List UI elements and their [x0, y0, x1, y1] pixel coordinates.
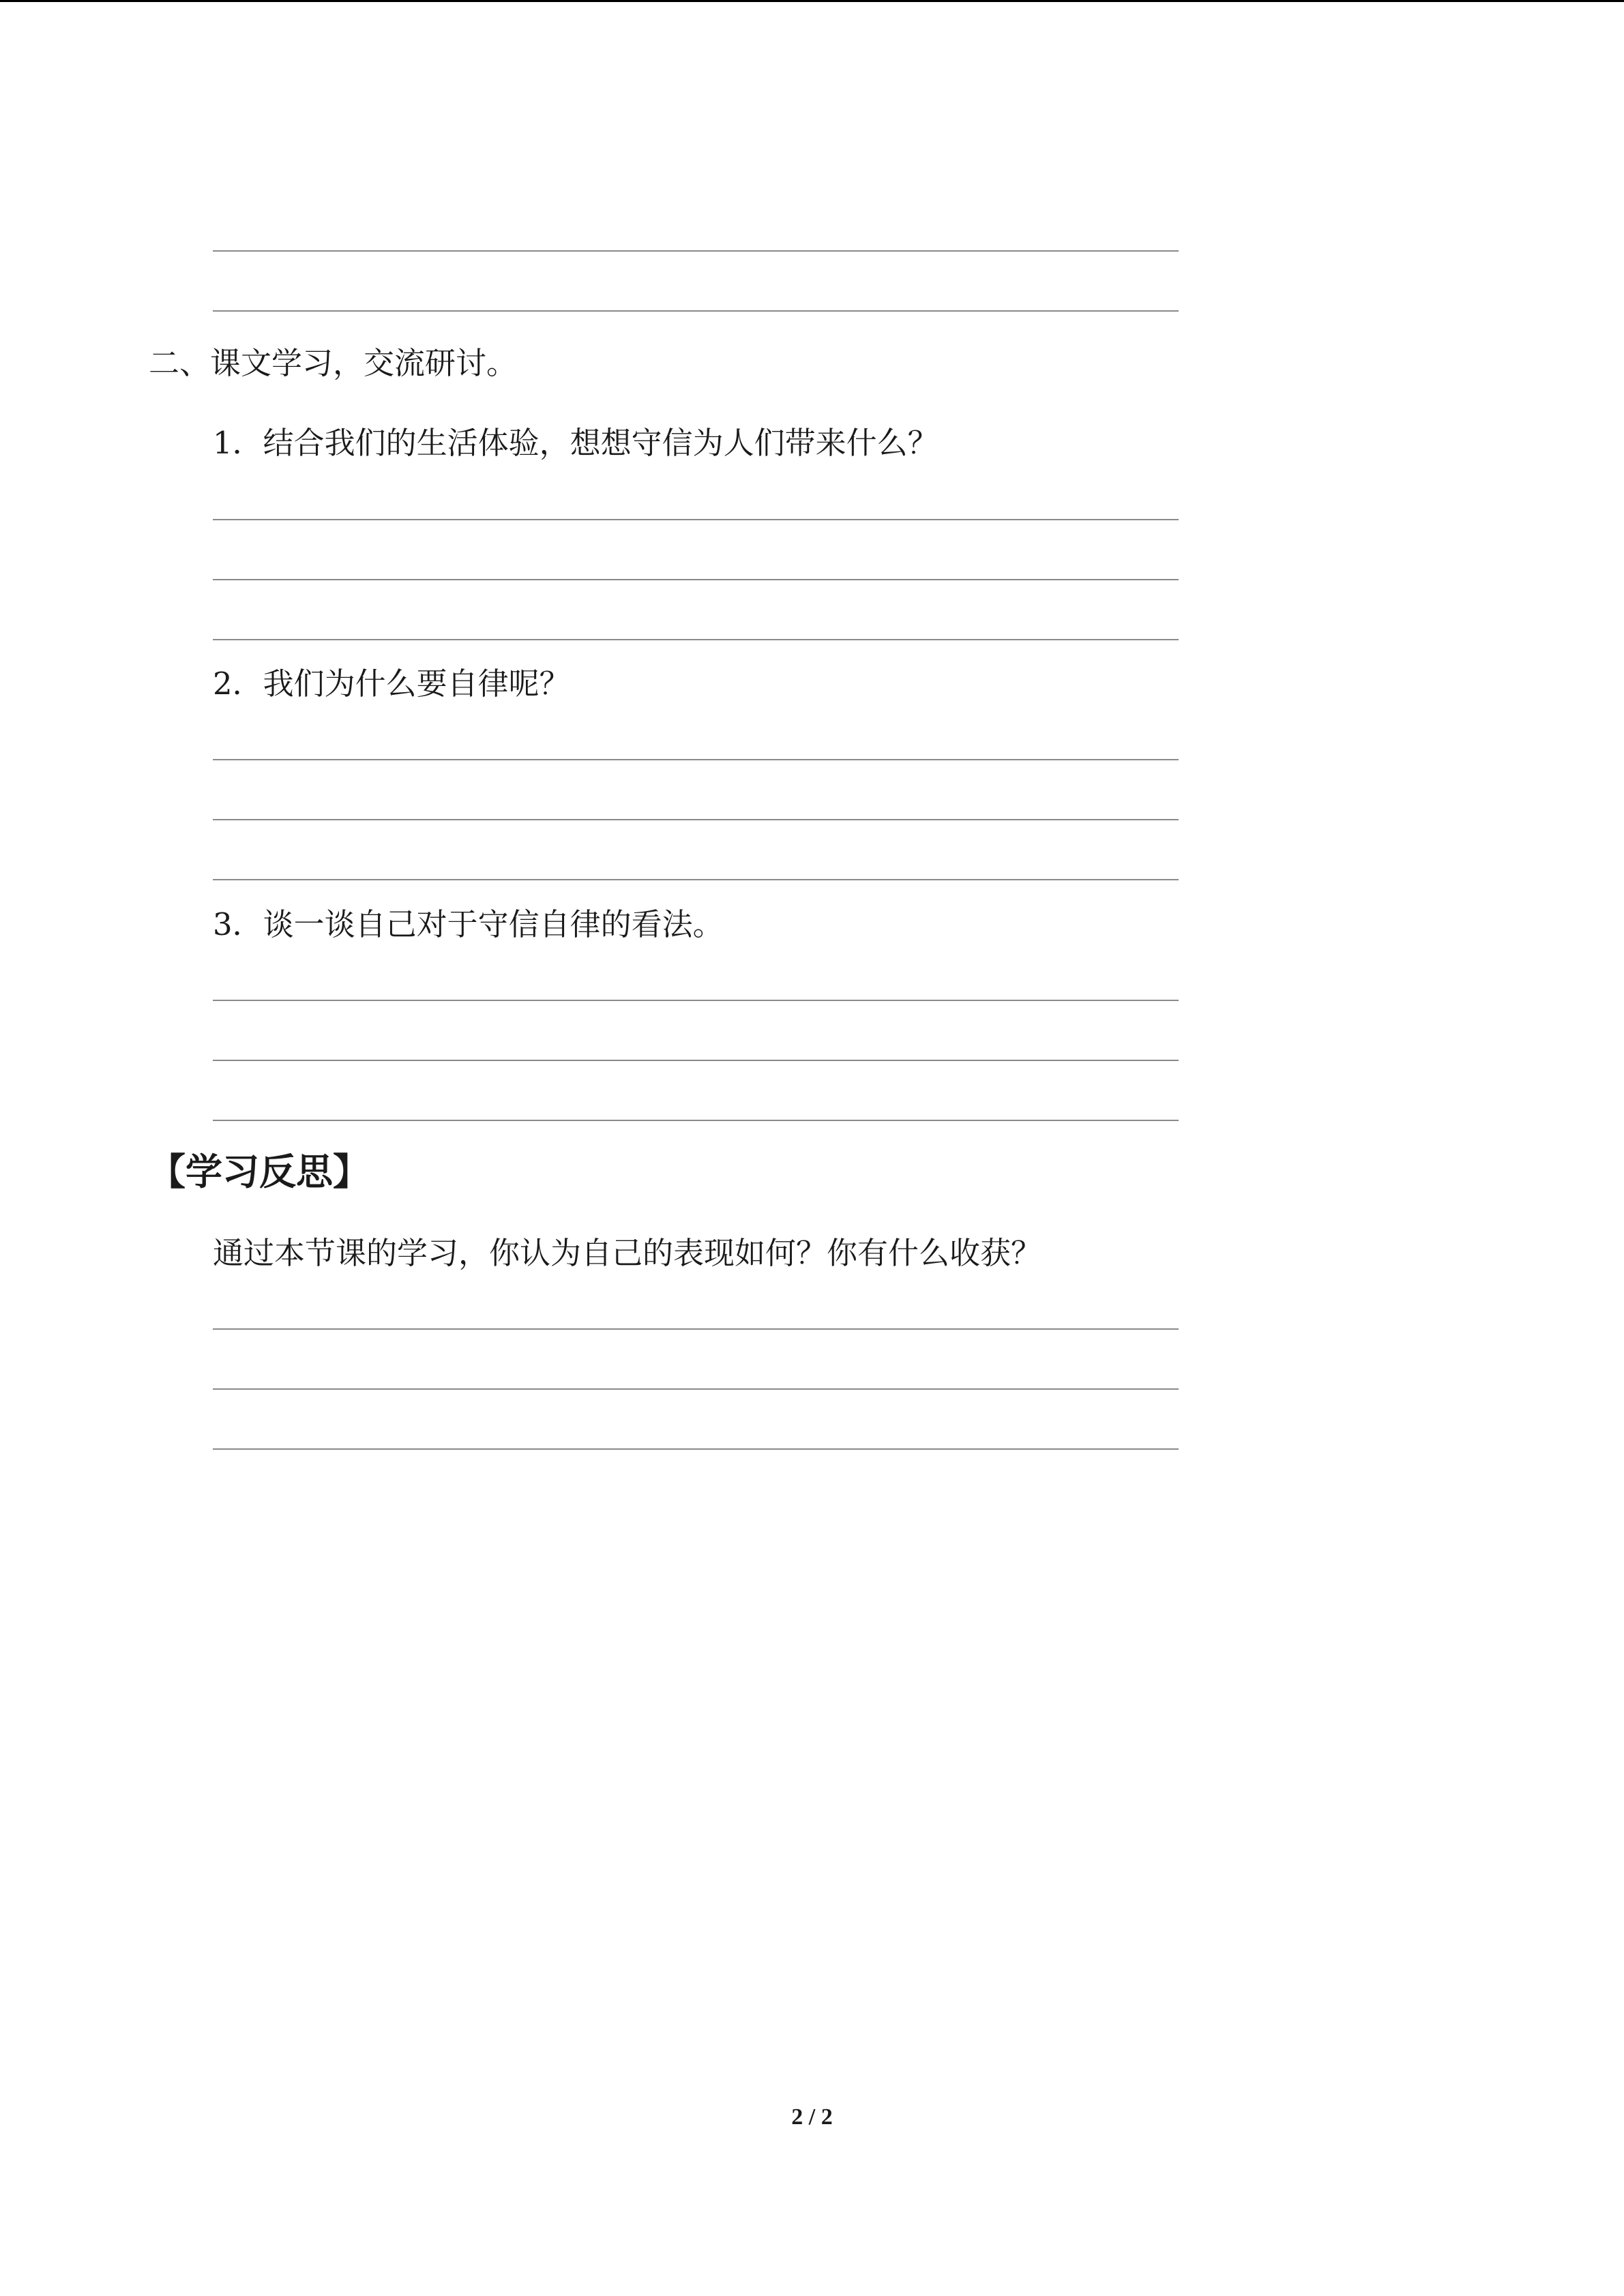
answer-line: [213, 519, 1179, 520]
section-heading: 二、课文学习，交流研讨。: [149, 345, 518, 381]
answer-line: [213, 250, 1179, 252]
page-number: 2 / 2: [791, 2104, 833, 2130]
answer-line: [213, 1120, 1179, 1121]
answer-line: [213, 1060, 1179, 1061]
reflection-title: 【学习反思】: [149, 1150, 370, 1193]
answer-line: [213, 310, 1179, 312]
answer-line: [213, 819, 1179, 820]
answer-line: [213, 1448, 1179, 1450]
question-3: 3．谈一谈自己对于守信自律的看法。: [213, 906, 724, 942]
answer-line: [213, 579, 1179, 580]
reflection-prompt: 通过本节课的学习，你认为自己的表现如何？你有什么收获？: [213, 1235, 1042, 1271]
answer-line: [213, 879, 1179, 880]
page-top-border: [0, 0, 1624, 2]
question-2: 2．我们为什么要自律呢？: [213, 666, 570, 702]
answer-line: [213, 639, 1179, 640]
answer-line: [213, 1328, 1179, 1330]
answer-line: [213, 759, 1179, 760]
question-1: 1．结合我们的生活体验，想想守信为人们带来什么？: [213, 425, 939, 461]
answer-line: [213, 1000, 1179, 1001]
answer-line: [213, 1388, 1179, 1390]
